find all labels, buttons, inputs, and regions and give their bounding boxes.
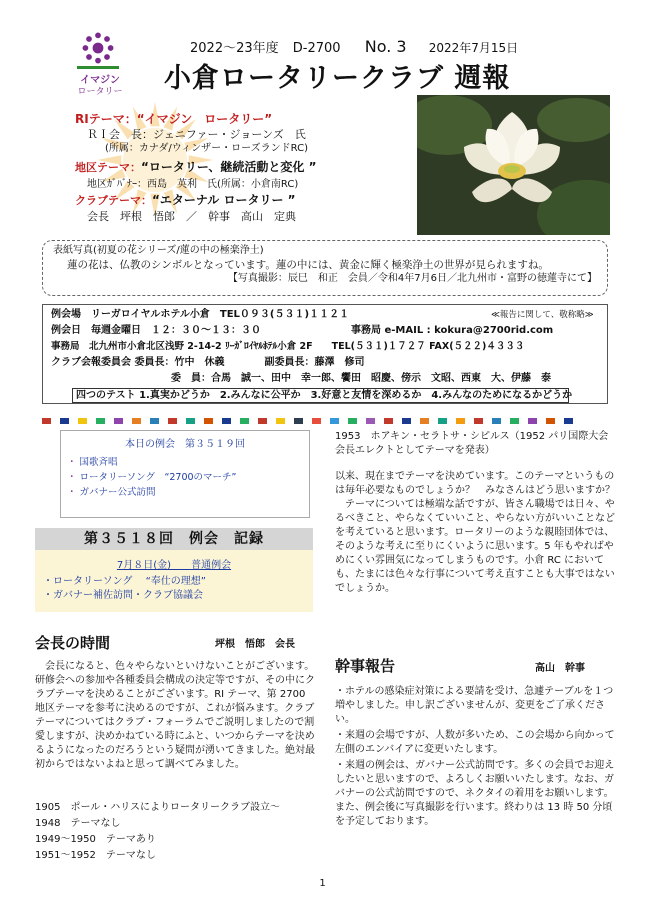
flag-icon [384,418,393,424]
district-number: D-2700 [292,41,341,56]
secretary-report [335,685,615,831]
meeting-record-title: 第３５１８回 例会 記録 [35,528,313,550]
flag-icon [60,418,69,424]
flag-icon [276,418,285,424]
flag-icon [42,418,51,424]
flag-icon [438,418,447,424]
themes-block [75,112,405,225]
record-date: 7月８日(金) 普通例会 [116,560,232,571]
bulletin-committee: クラブ会報委員会 委員長：竹中 休義 副委員長：藤澤 修司 [51,357,365,368]
district-theme: “ロータリー、継続活動と変化 ” [141,159,317,174]
flag-icon [222,418,231,424]
flag-icon [150,418,159,424]
flag-icon [240,418,249,424]
ri-theme: “イマジン ロータリー” [136,112,273,126]
flag-icon [114,418,123,424]
ri-president: ＲＩ会 長：ジェニファー・ジョーンズ 氏 [87,127,306,141]
office-address: 事務局 北九州市小倉北区浅野 2-14-2 ﾘｰｶﾞﾛｲﾔﾙﾎﾃﾙ小倉 2F TEL(５３１)１７２７ FAX(５２２)４３３３ [51,341,525,352]
president-signature: 坪根 悟郎 会長 [215,639,295,650]
theme-history-list [35,800,280,864]
list-item: ・ 国歌斉唱 [67,457,118,468]
lotus-photo [417,95,610,235]
cover-photo-caption [42,240,608,296]
flag-icon [366,418,375,424]
committee-members: 委 員：合馬 誠一、田中 幸一郎、饗田 昭慶、傍示 文昭、西東 大、伊藤 泰 [171,373,551,384]
issue-number: No. 3 [364,37,407,56]
club-officers: 会長 坪根 悟郎 ／ 幹事 高山 定典 [87,210,296,223]
flag-icon [474,418,483,424]
list-item: ・来週の会場ですが、人数が多いため、この会場から向かって左側のエンバイアに変更いたします。 [335,730,615,755]
flag-icon [168,418,177,424]
today-meeting-box [60,430,310,518]
list-item: ・ ロータリーソング “2700のマーチ” [67,472,237,483]
list-item: ・ロータリーソング “奉仕の理想” [43,576,206,587]
secretary-signature: 高山 幹事 [535,663,585,674]
flag-icon [204,418,213,424]
cover-title: 表紙写真(初夏の花シリーズ/蓮の中の極楽浄土) [53,245,264,256]
ri-theme-label: RIテーマ： [75,112,137,126]
meeting-venue: 例会場 リーガロイヤルホテル小倉 TEL０９３(５３１)１１２１ [51,309,350,320]
cover-text: 蓮の花は、仏教のシンボルとなっています。蓮の中には、黄金に輝く極楽浄土の世界が見られますね。 [67,259,549,271]
cover-credit: 【写真撮影：辰巳 和正 会員／令和4年7月6日／北九州市・富野の徳蓮寺にて】 [227,273,597,284]
flag-icon [258,418,267,424]
logo-text: イマジン [80,75,120,86]
president-message-continued [335,470,615,596]
secretary-section-title: 幹事報告 [335,657,396,675]
flag-icon [348,418,357,424]
flag-icon [312,418,321,424]
flag-icon [78,418,87,424]
paragraph: テーマについては極端な話ですが、皆さん職場では日々、やるべきこと、やらなくていいこと、やらない方がいいことなどを考えていると思います。ロータリーのような親睦団体では、そのような考えに至りにくいように思います。5 年もやればやめにくい雰囲気になってしまうものです。小倉 RC においても、たまには色々な行事について考え直すことも大事ではないでしょうか。 [335,499,615,594]
flag-icon [456,418,465,424]
ri-president-affiliation: (所属：カナダ/ウィンザー・ローズランドRC) [105,143,309,154]
list-item: 1948 テーマなし [35,818,121,829]
newsletter-title: 小倉ロータリークラブ 週報 [164,63,511,94]
issue-date: 2022年7月15日 [428,41,519,55]
district-theme-label: 地区テーマ： [75,160,141,174]
theme-history-continued: 1953 ホアキン・セラトサ・シピルス（1952 パリ国際大会会長エレクトとしてテーマを発表） [335,431,609,456]
district-governor: 地区ｶﾞﾊﾞﾅｰ：西島 英利 氏(所属：小倉南RC) [87,179,299,190]
flag-icon [564,418,573,424]
meeting-day: 例会日 毎週金曜日 １２：３０～１３：３０ [51,325,261,336]
flag-icon [330,418,339,424]
imagine-rotary-logo [80,30,116,66]
meeting-record-box [35,550,313,612]
president-message: 会長になると、色々やらないといけないことがございます。研修会への参加や各種委員会構成の決定等ですが、その中にクラブテーマを決めることがございます。RI テーマ、第 2700 地区テーマを参考に決めるのですが、これが悩みます。クラブテーマについてはクラブ・フォーラムでご説明しましたので割愛しますが、決めかねている時にふと、いつからテーマを決めるようになったのだろうという疑問が湧いてきました。絶対最初からではないよねと思って調べてみました。 [35,661,315,770]
list-item: ・来週の例会は、ガバナー公式訪問です。多くの会員でお迎えしたいと思いますので、よろしくお願いいたします。なお、ガバナーの公式訪問ですので、ネクタイの着用をお願いします。また、例会後に写真撮影を行います。終わりは 13 時 50 分頃を予定しております。 [335,760,615,827]
club-theme-label: クラブテーマ： [75,193,152,207]
four-way-test: 四つのテスト 1.真実かどうか 2.みんなに公平か 3.好意と友情を深めるか 4.みんなのためになるかどうか [72,388,569,403]
flag-icon [132,418,141,424]
flag-icon [510,418,519,424]
flag-icon [186,418,195,424]
president-section-title: 会長の時間 [35,634,111,652]
flags-strip [42,410,608,420]
flag-icon [96,418,105,424]
list-item: ・ガバナー補佐訪問・クラブ協議会 [43,590,203,601]
flag-icon [528,418,537,424]
flag-icon [402,418,411,424]
list-item: ・ ガバナー公式訪問 [67,487,156,498]
paragraph: 以来、現在までテーマを決めています。このテーマというものは毎年必要なものでしょうか？ みなさんはどう思いますか？ [335,471,615,496]
list-item: 1951～1952 テーマなし [35,850,156,861]
list-item: 1905 ポール・ハリスによりロータリークラブ設立～ [35,802,281,813]
office-email: 事務局 e-MAIL : kokura@2700rid.com [351,325,554,336]
list-item: ・ホテルの感染症対策による要請を受け、急遽テーブルを１つ増やしました。申し訳ございませんが、変更をご了承ください。 [335,686,614,725]
list-item: 1949～1950 テーマあり [35,834,156,845]
flag-icon [546,418,555,424]
logo-underline [77,66,119,69]
today-meeting-heading: 本日の例会 第３５１９回 [125,439,245,450]
club-theme: “エターナル ロータリー ” [152,192,296,207]
fiscal-year: 2022～23年度 [190,41,279,56]
logo-subtext: ロータリー [77,87,123,97]
page-number: 1 [319,878,326,889]
flag-icon [294,418,303,424]
report-notice: ≪報告に関して、敬称略≫ [491,310,594,320]
flag-icon [420,418,429,424]
issue-header [190,37,518,56]
flag-icon [492,418,501,424]
